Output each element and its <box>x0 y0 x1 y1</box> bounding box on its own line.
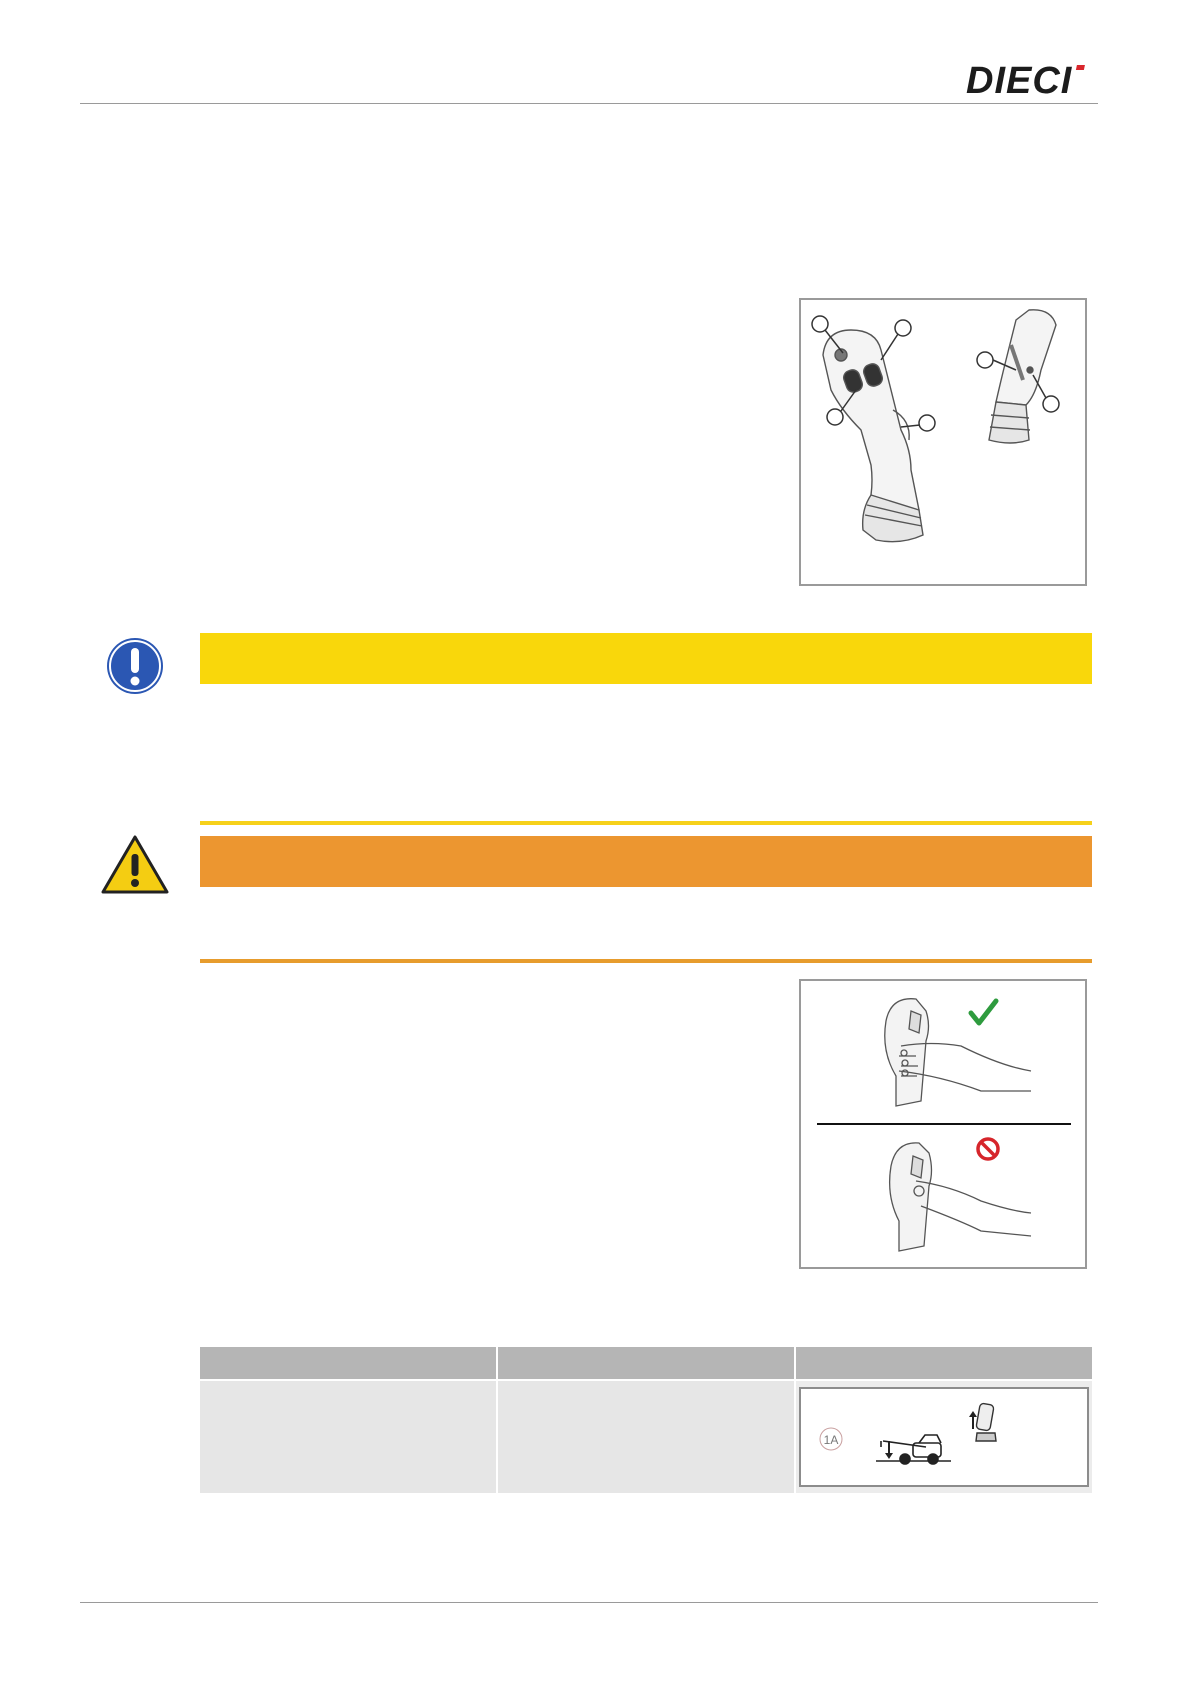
warning-bar <box>200 836 1092 887</box>
operations-table <box>200 1347 1092 1493</box>
grip-figure <box>799 979 1087 1269</box>
warning-top-divider <box>200 821 1092 825</box>
table-cell-col-1 <box>200 1380 497 1493</box>
exclamation-circle-icon <box>105 636 165 696</box>
joystick-illustration <box>801 300 1085 584</box>
grip-illustration <box>801 981 1085 1267</box>
footer-divider <box>80 1602 1098 1603</box>
prohibited-icon <box>978 1139 998 1159</box>
operation-figure-label: 1A <box>823 1433 838 1447</box>
joystick-figure <box>799 298 1087 586</box>
notice-bar <box>200 633 1092 684</box>
dieci-logo <box>966 60 1096 100</box>
check-icon <box>971 1001 996 1023</box>
warning-bottom-divider <box>200 959 1092 963</box>
brand-text: DIECI <box>966 60 1073 100</box>
operation-figure <box>799 1387 1089 1487</box>
arrow-down-icon <box>885 1441 893 1459</box>
table-header-col-2 <box>497 1347 794 1380</box>
table-header-col-1 <box>200 1347 497 1380</box>
table-cell-figure <box>795 1380 1092 1493</box>
arrow-up-icon <box>969 1411 977 1429</box>
boom-lower-illustration <box>801 1389 1087 1485</box>
warning-triangle-icon <box>100 834 170 896</box>
table-header-col-3 <box>795 1347 1092 1380</box>
table-cell-col-2 <box>497 1380 794 1493</box>
header-divider <box>80 103 1098 104</box>
table-row <box>200 1380 1092 1493</box>
